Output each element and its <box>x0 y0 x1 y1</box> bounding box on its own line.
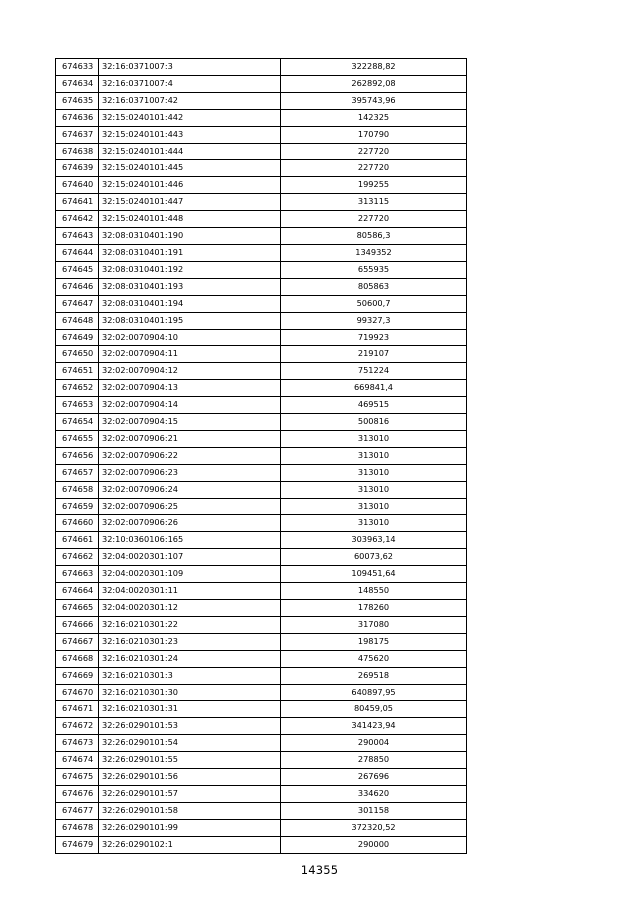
row-id-cell: 674643 <box>56 228 99 245</box>
table-row <box>56 684 467 701</box>
table-row <box>56 397 467 414</box>
table-row <box>56 464 467 481</box>
cadastral-number-cell: 32:26:0290101:53 <box>99 718 281 735</box>
table-row <box>56 211 467 228</box>
cadastral-number-cell: 32:16:0210301:23 <box>99 633 281 650</box>
table-row <box>56 177 467 194</box>
row-id-cell: 674658 <box>56 481 99 498</box>
row-id-cell: 674674 <box>56 752 99 769</box>
row-id-cell: 674638 <box>56 143 99 160</box>
value-cell: 341423,94 <box>281 718 467 735</box>
row-id-cell: 674660 <box>56 515 99 532</box>
value-cell: 372320,52 <box>281 819 467 836</box>
cadastral-number-cell: 32:04:0020301:12 <box>99 600 281 617</box>
table-row <box>56 346 467 363</box>
cadastral-number-cell: 32:26:0290101:58 <box>99 802 281 819</box>
row-id-cell: 674678 <box>56 819 99 836</box>
cadastral-number-cell: 32:26:0290101:56 <box>99 769 281 786</box>
value-cell: 227720 <box>281 160 467 177</box>
table-row <box>56 600 467 617</box>
cadastral-number-cell: 32:02:0070906:22 <box>99 447 281 464</box>
cadastral-number-cell: 32:10:0360106:165 <box>99 532 281 549</box>
row-id-cell: 674671 <box>56 701 99 718</box>
value-cell: 178260 <box>281 600 467 617</box>
table-row <box>56 819 467 836</box>
value-cell: 199255 <box>281 177 467 194</box>
value-cell: 500816 <box>281 414 467 431</box>
row-id-cell: 674634 <box>56 75 99 92</box>
value-cell: 751224 <box>281 363 467 380</box>
value-cell: 50600,7 <box>281 295 467 312</box>
value-cell: 334620 <box>281 785 467 802</box>
cadastral-number-cell: 32:16:0210301:22 <box>99 616 281 633</box>
cadastral-number-cell: 32:16:0371007:4 <box>99 75 281 92</box>
table-row <box>56 566 467 583</box>
row-id-cell: 674675 <box>56 769 99 786</box>
value-cell: 80586,3 <box>281 228 467 245</box>
row-id-cell: 674665 <box>56 600 99 617</box>
cadastral-number-cell: 32:15:0240101:447 <box>99 194 281 211</box>
cadastral-number-cell: 32:16:0371007:42 <box>99 92 281 109</box>
cadastral-number-cell: 32:08:0310401:192 <box>99 261 281 278</box>
row-id-cell: 674679 <box>56 836 99 853</box>
value-cell: 80459,05 <box>281 701 467 718</box>
value-cell: 469515 <box>281 397 467 414</box>
row-id-cell: 674649 <box>56 329 99 346</box>
table-row <box>56 667 467 684</box>
value-cell: 313010 <box>281 430 467 447</box>
table-row <box>56 329 467 346</box>
cadastral-number-cell: 32:04:0020301:107 <box>99 549 281 566</box>
cadastral-number-cell: 32:15:0240101:446 <box>99 177 281 194</box>
value-cell: 303963,14 <box>281 532 467 549</box>
cadastral-number-cell: 32:04:0020301:109 <box>99 566 281 583</box>
table-row <box>56 802 467 819</box>
value-cell: 60073,62 <box>281 549 467 566</box>
cadastral-number-cell: 32:02:0070906:25 <box>99 498 281 515</box>
value-cell: 719923 <box>281 329 467 346</box>
cadastral-number-cell: 32:02:0070904:10 <box>99 329 281 346</box>
row-id-cell: 674657 <box>56 464 99 481</box>
row-id-cell: 674651 <box>56 363 99 380</box>
value-cell: 219107 <box>281 346 467 363</box>
cadastral-number-cell: 32:15:0240101:445 <box>99 160 281 177</box>
row-id-cell: 674662 <box>56 549 99 566</box>
cadastral-number-cell: 32:26:0290101:57 <box>99 785 281 802</box>
row-id-cell: 674663 <box>56 566 99 583</box>
row-id-cell: 674633 <box>56 59 99 76</box>
cadastral-number-cell: 32:15:0240101:444 <box>99 143 281 160</box>
table-row <box>56 498 467 515</box>
records-table <box>55 58 467 854</box>
cadastral-number-cell: 32:02:0070904:11 <box>99 346 281 363</box>
row-id-cell: 674650 <box>56 346 99 363</box>
cadastral-number-cell: 32:15:0240101:443 <box>99 126 281 143</box>
records-table-body <box>56 59 467 854</box>
cadastral-number-cell: 32:02:0070904:13 <box>99 380 281 397</box>
table-row <box>56 228 467 245</box>
table-row <box>56 549 467 566</box>
table-row <box>56 532 467 549</box>
value-cell: 109451,64 <box>281 566 467 583</box>
table-row <box>56 616 467 633</box>
row-id-cell: 674640 <box>56 177 99 194</box>
row-id-cell: 674668 <box>56 650 99 667</box>
table-row <box>56 633 467 650</box>
cadastral-number-cell: 32:26:0290102:1 <box>99 836 281 853</box>
row-id-cell: 674635 <box>56 92 99 109</box>
cadastral-number-cell: 32:08:0310401:190 <box>99 228 281 245</box>
value-cell: 1349352 <box>281 244 467 261</box>
table-row <box>56 278 467 295</box>
cadastral-number-cell: 32:02:0070904:12 <box>99 363 281 380</box>
table-row <box>56 447 467 464</box>
cadastral-number-cell: 32:02:0070904:15 <box>99 414 281 431</box>
row-id-cell: 674672 <box>56 718 99 735</box>
table-row <box>56 380 467 397</box>
table-row <box>56 109 467 126</box>
row-id-cell: 674642 <box>56 211 99 228</box>
table-row <box>56 295 467 312</box>
cadastral-number-cell: 32:02:0070906:21 <box>99 430 281 447</box>
table-row <box>56 75 467 92</box>
cadastral-number-cell: 32:02:0070906:24 <box>99 481 281 498</box>
row-id-cell: 674655 <box>56 430 99 447</box>
page-number: 14355 <box>300 863 339 877</box>
row-id-cell: 674644 <box>56 244 99 261</box>
value-cell: 322288,82 <box>281 59 467 76</box>
row-id-cell: 674661 <box>56 532 99 549</box>
row-id-cell: 674667 <box>56 633 99 650</box>
row-id-cell: 674645 <box>56 261 99 278</box>
cadastral-number-cell: 32:16:0210301:31 <box>99 701 281 718</box>
value-cell: 198175 <box>281 633 467 650</box>
value-cell: 313010 <box>281 464 467 481</box>
table-row <box>56 701 467 718</box>
row-id-cell: 674669 <box>56 667 99 684</box>
row-id-cell: 674652 <box>56 380 99 397</box>
value-cell: 262892,08 <box>281 75 467 92</box>
table-row <box>56 414 467 431</box>
value-cell: 395743,96 <box>281 92 467 109</box>
table-row <box>56 718 467 735</box>
value-cell: 313010 <box>281 447 467 464</box>
value-cell: 301158 <box>281 802 467 819</box>
row-id-cell: 674637 <box>56 126 99 143</box>
value-cell: 227720 <box>281 143 467 160</box>
cadastral-number-cell: 32:16:0210301:30 <box>99 684 281 701</box>
value-cell: 290000 <box>281 836 467 853</box>
row-id-cell: 674636 <box>56 109 99 126</box>
table-row <box>56 160 467 177</box>
table-row <box>56 126 467 143</box>
cadastral-number-cell: 32:02:0070904:14 <box>99 397 281 414</box>
cadastral-number-cell: 32:08:0310401:194 <box>99 295 281 312</box>
value-cell: 317080 <box>281 616 467 633</box>
value-cell: 313010 <box>281 481 467 498</box>
value-cell: 313115 <box>281 194 467 211</box>
value-cell: 655935 <box>281 261 467 278</box>
cadastral-number-cell: 32:26:0290101:55 <box>99 752 281 769</box>
row-id-cell: 674641 <box>56 194 99 211</box>
row-id-cell: 674670 <box>56 684 99 701</box>
value-cell: 290004 <box>281 735 467 752</box>
table-row <box>56 244 467 261</box>
cadastral-number-cell: 32:02:0070906:23 <box>99 464 281 481</box>
value-cell: 142325 <box>281 109 467 126</box>
value-cell: 99327,3 <box>281 312 467 329</box>
table-row <box>56 735 467 752</box>
value-cell: 313010 <box>281 498 467 515</box>
row-id-cell: 674648 <box>56 312 99 329</box>
cadastral-number-cell: 32:15:0240101:448 <box>99 211 281 228</box>
row-id-cell: 674677 <box>56 802 99 819</box>
row-id-cell: 674673 <box>56 735 99 752</box>
row-id-cell: 674647 <box>56 295 99 312</box>
table-row <box>56 92 467 109</box>
value-cell: 148550 <box>281 583 467 600</box>
value-cell: 227720 <box>281 211 467 228</box>
row-id-cell: 674656 <box>56 447 99 464</box>
table-row <box>56 261 467 278</box>
cadastral-number-cell: 32:26:0290101:99 <box>99 819 281 836</box>
table-row <box>56 312 467 329</box>
value-cell: 640897,95 <box>281 684 467 701</box>
cadastral-number-cell: 32:04:0020301:11 <box>99 583 281 600</box>
value-cell: 267696 <box>281 769 467 786</box>
table-row <box>56 769 467 786</box>
row-id-cell: 674646 <box>56 278 99 295</box>
table-row <box>56 59 467 76</box>
cadastral-number-cell: 32:08:0310401:195 <box>99 312 281 329</box>
value-cell: 278850 <box>281 752 467 769</box>
table-row <box>56 194 467 211</box>
cadastral-number-cell: 32:26:0290101:54 <box>99 735 281 752</box>
table-row <box>56 650 467 667</box>
row-id-cell: 674639 <box>56 160 99 177</box>
cadastral-number-cell: 32:15:0240101:442 <box>99 109 281 126</box>
table-row <box>56 836 467 853</box>
value-cell: 313010 <box>281 515 467 532</box>
table-row <box>56 515 467 532</box>
table-row <box>56 785 467 802</box>
value-cell: 475620 <box>281 650 467 667</box>
row-id-cell: 674653 <box>56 397 99 414</box>
cadastral-number-cell: 32:16:0210301:3 <box>99 667 281 684</box>
table-row <box>56 363 467 380</box>
table-row <box>56 481 467 498</box>
value-cell: 269518 <box>281 667 467 684</box>
cadastral-number-cell: 32:16:0371007:3 <box>99 59 281 76</box>
row-id-cell: 674659 <box>56 498 99 515</box>
cadastral-number-cell: 32:08:0310401:193 <box>99 278 281 295</box>
value-cell: 805863 <box>281 278 467 295</box>
cadastral-number-cell: 32:02:0070906:26 <box>99 515 281 532</box>
row-id-cell: 674664 <box>56 583 99 600</box>
table-row <box>56 430 467 447</box>
table-row <box>56 583 467 600</box>
table-row <box>56 752 467 769</box>
value-cell: 170790 <box>281 126 467 143</box>
row-id-cell: 674666 <box>56 616 99 633</box>
row-id-cell: 674654 <box>56 414 99 431</box>
table-row <box>56 143 467 160</box>
cadastral-number-cell: 32:08:0310401:191 <box>99 244 281 261</box>
cadastral-number-cell: 32:16:0210301:24 <box>99 650 281 667</box>
value-cell: 669841,4 <box>281 380 467 397</box>
row-id-cell: 674676 <box>56 785 99 802</box>
